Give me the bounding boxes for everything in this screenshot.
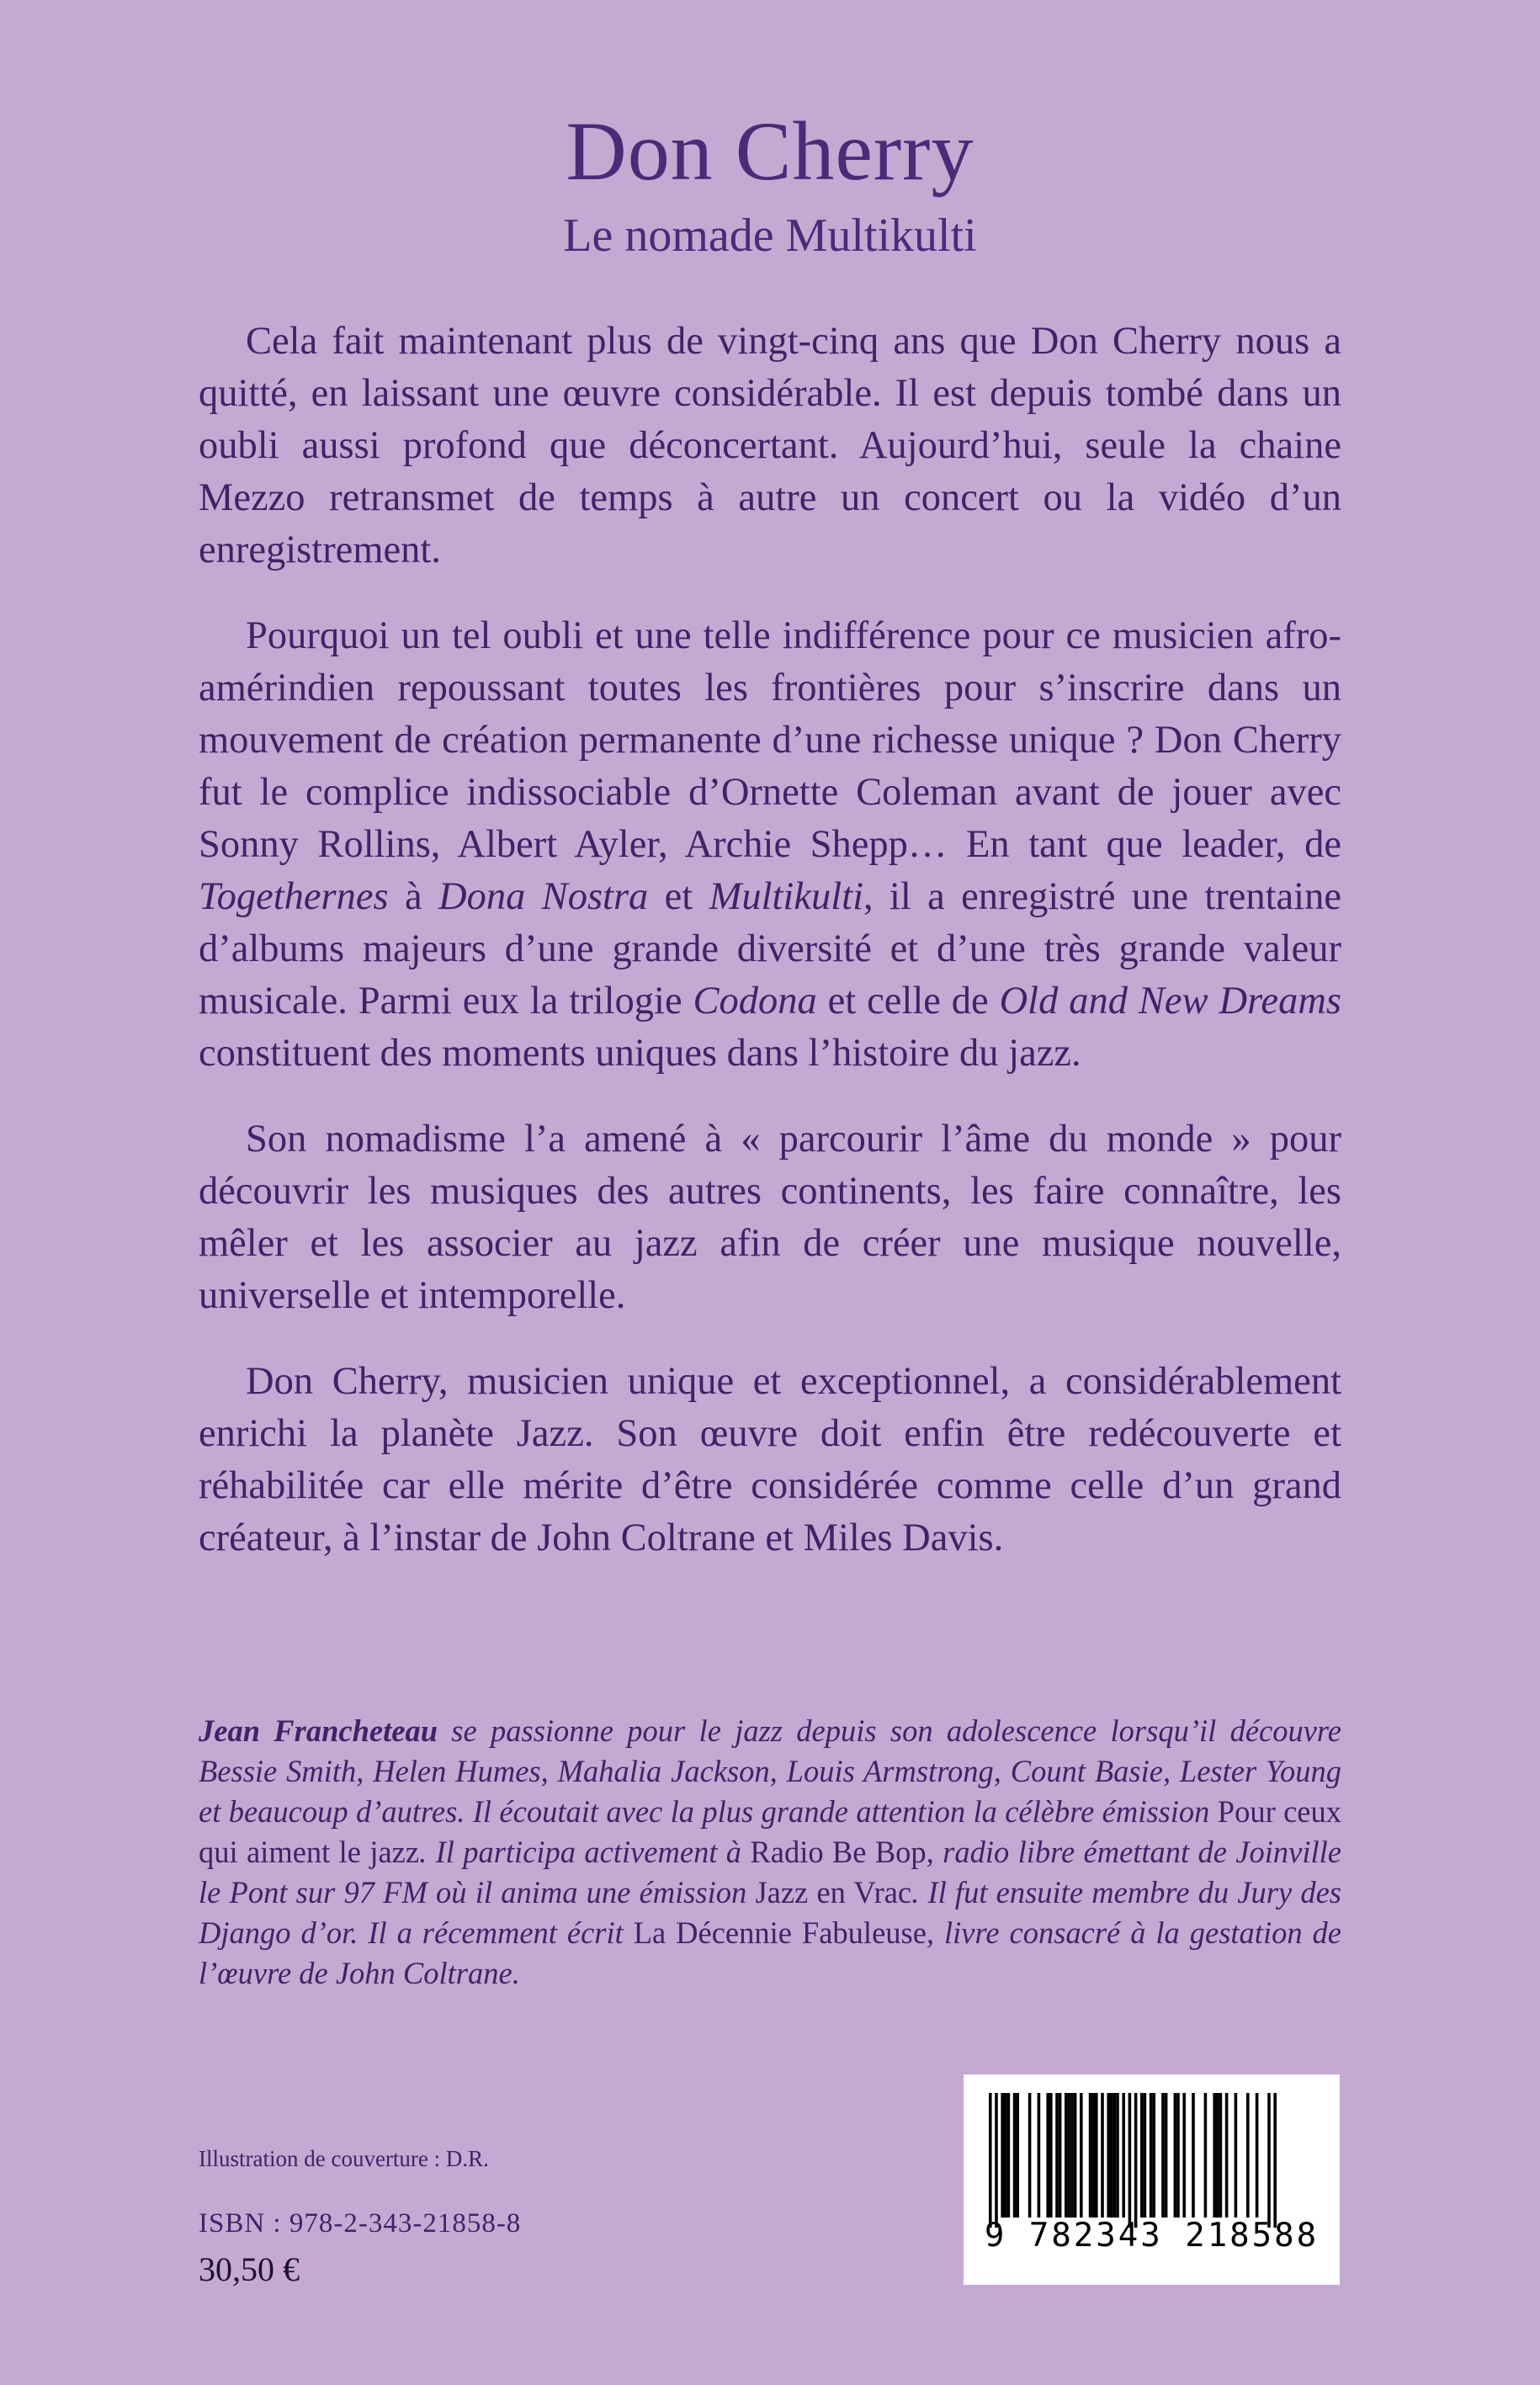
barcode-bar [1028,2093,1032,2218]
barcode-bar [1273,2093,1277,2228]
book-subtitle: Le nomade Multikulti [563,210,977,262]
barcode-bar [989,2093,992,2228]
barcode-bar [1144,2093,1147,2218]
barcode-bar [1059,2093,1062,2218]
barcode-bar [1068,2093,1071,2218]
isbn: ISBN : 978-2-343-21858-8 [199,2208,522,2239]
bio-title: La Décennie Fabuleuse [633,1915,927,1950]
barcode-bar [1101,2093,1104,2218]
bio-text: se passionne pour le jazz depuis son adolescence lorsqu’il découvre Bessie Smith, Helen Humes, Mahalia Jackson, Louis Armstrong, Count Basie, Lester Young et beaucoup d’autres. Il écoutait avec la plus grande attention la célèbre émission [199,1713,1341,1829]
barcode-bar [1110,2093,1113,2218]
barcode-bar [1267,2093,1271,2228]
barcode-bar [1219,2093,1223,2218]
barcode-bar [1225,2093,1229,2218]
barcode-bar [1049,2093,1053,2218]
album-title: Multikulti [709,875,863,918]
barcode-bar [1080,2093,1083,2218]
barcode-bar [1046,2093,1049,2218]
barcode-bar [995,2093,998,2228]
author-bio [199,1711,1341,1994]
barcode-bar [1216,2093,1219,2218]
barcode-bar [1107,2093,1110,2218]
barcode-bar [1055,2093,1059,2218]
barcode [964,2074,1340,2285]
blurb-text: et [648,875,709,918]
barcode-bar [1213,2093,1216,2218]
price: 30,50 € [199,2250,300,2288]
barcode-bar [1165,2093,1168,2218]
barcode-bar [1095,2093,1098,2218]
barcode-bar [1192,2093,1195,2218]
blurb-text: , il a enregistré une trentaine d’albums majeurs d’une grande diversité et d’une très grande valeur musicale. Parmi eux la trilogie [199,875,1341,1023]
barcode-bar [1152,2093,1155,2218]
barcode-bar [1016,2093,1019,2218]
bio-title: Jazz en Vrac [755,1875,912,1910]
barcode-bar [1007,2093,1011,2218]
blurb-text: et celle de [816,980,1000,1023]
bio-title: Radio Be Bop [750,1835,927,1869]
barcode-bar [1140,2093,1144,2218]
barcode-bar [1176,2093,1180,2218]
barcode-bar [1013,2093,1017,2218]
barcode-bar [1122,2093,1125,2218]
author-name: Jean Francheteau [199,1713,438,1748]
blurb-text: Pourquoi un tel oubli et une telle indifférence pour ce musicien afro-amérindien repoussant toutes les frontières pour s’inscrire dans un mouvement de création permanente d’une richesse unique ? Don Cherry fut le complice indissociable d’Ornette Coleman avant de jouer avec Sonny Rollins, Albert Ayler, Archie Shepp… En tant que leader, de [199,614,1341,866]
barcode-bar [1161,2093,1165,2218]
barcode-bar [1089,2093,1092,2218]
album-title: Togethernes [199,875,389,918]
blurb [199,316,1341,1598]
bio-text: , radio libre émettant de Joinville le Pont sur 97 FM où il anima une émission [199,1835,1341,1910]
bio-text: . Il participa activement à [419,1835,751,1869]
blurb-paragraph-3: Son nomadisme l’a amené à « parcourir l’âme du monde » pour découvrir les musiques des autres continents, les faire connaître, les mêler et les associer au jazz afin de créer une musique nouvelle, universelle et intemporelle. [199,1118,1341,1317]
bio-text: . Il fut ensuite membre du Jury des Django d’or. Il a récemment écrit [199,1875,1341,1950]
barcode-bar [1134,2093,1138,2228]
barcode-bar [1074,2093,1077,2218]
barcode-bar [1182,2093,1186,2218]
barcode-bar [1004,2093,1007,2218]
barcode-bar [1038,2093,1041,2218]
blurb-text: à [388,875,438,918]
barcode-bar [1174,2093,1177,2218]
barcode-bar [1070,2093,1074,2218]
barcode-digits: 9 782343 218588 [984,2217,1320,2255]
album-title: Dona Nostra [438,875,649,918]
barcode-bar [1246,2093,1250,2218]
barcode-bar [1128,2093,1132,2228]
barcode-bar [1204,2093,1208,2218]
cover-credit: Illustration de couverture : D.R. [199,2146,489,2171]
barcode-bar [1150,2093,1153,2218]
barcode-bar [1256,2093,1259,2218]
barcode-bar [1065,2093,1068,2218]
blurb-text: constituent des moments uniques dans l’histoire du jazz. [199,1032,1081,1075]
blurb-paragraph-4: Don Cherry, musicien unique et exceptionnel, a considérablement enrichi la planète Jazz. Son œuvre doit enfin être redécouverte et réhabilitée car elle mérite d’être considérée comme celle d’un grand créateur, à l’instar de John Coltrane et Miles Davis. [199,1360,1341,1559]
barcode-bar [1113,2093,1117,2218]
barcode-bar [1235,2093,1238,2218]
blurb-paragraph-1: Cela fait maintenant plus de vingt-cinq ans que Don Cherry nous a quitté, en laissant une œuvre considérable. Il est depuis tombé dans un oubli aussi profond que déconcertant. Aujourd’hui, seule la chaine Mezzo retransmet de temps à autre un concert ou la vidéo d’un enregistrement. [199,320,1341,571]
bio-title: Pour ceux qui aiment le jazz [199,1794,1341,1869]
blurb-paragraph-2 [199,610,1341,1080]
bio-text: , livre consacré à la gestation de l’œuvre de John Coltrane. [199,1915,1341,1990]
barcode-bar [1116,2093,1119,2218]
book-title: Don Cherry [566,104,974,198]
barcode-bar [1001,2093,1004,2218]
barcode-bar [1091,2093,1095,2218]
album-title: Old and New Dreams [999,980,1341,1023]
album-title: Codona [693,980,817,1023]
